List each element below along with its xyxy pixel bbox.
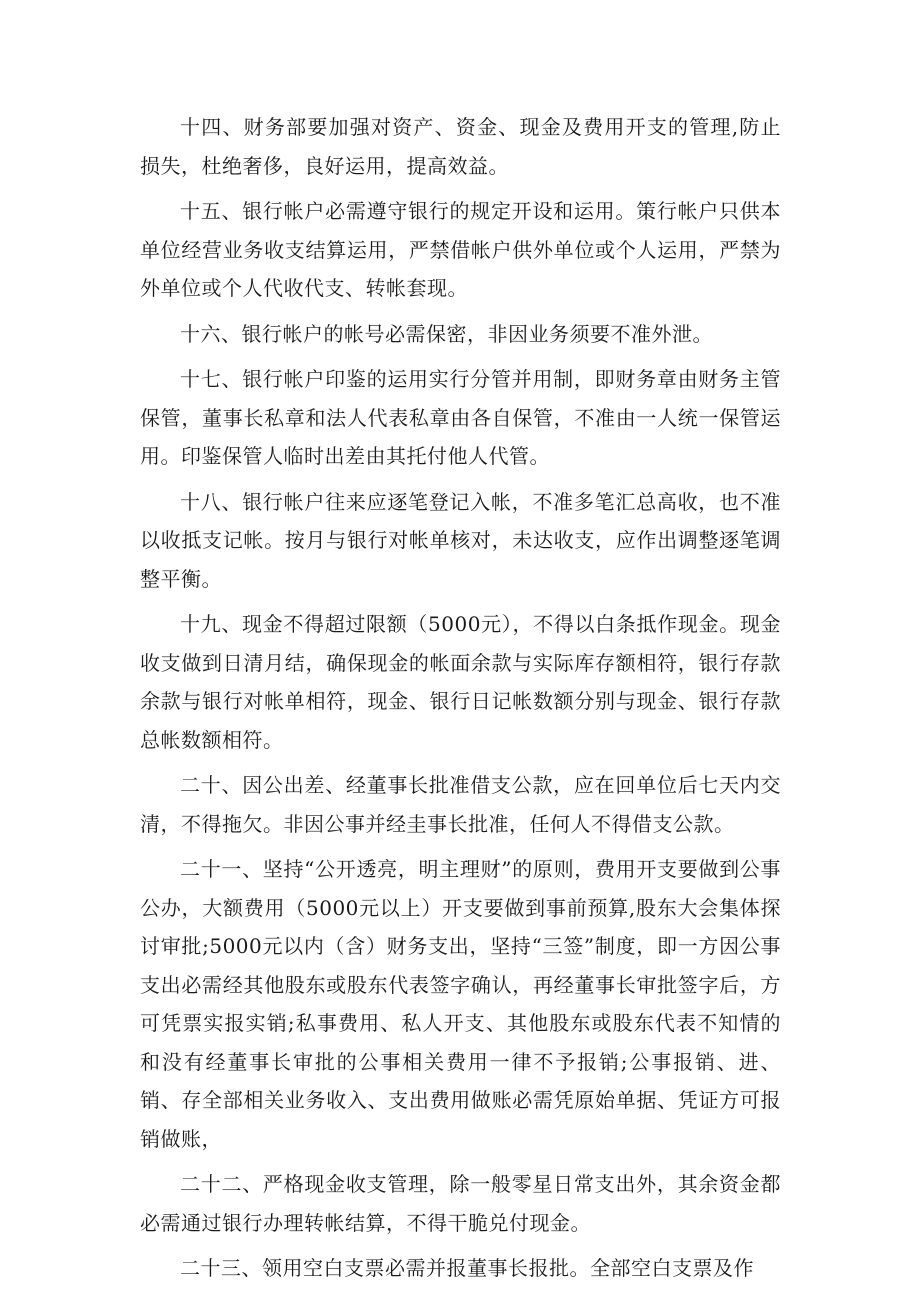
paragraph-20: 二十、因公出差、经董事长批准借支公款，应在回单位后七天内交清，不得拖欠。非因公事并经圭事长批准，任何人不得借支公款。 [140, 773, 781, 836]
paragraph-15: 十五、银行帐户必需遵守银行的规定开设和运用。策行帐户只供本单位经营业务收支结算运用，严禁借帐户供外单位或个人运用，严禁为外单位或个人代收代支、转帐套现。 [140, 199, 781, 300]
paragraph-18: 十八、银行帐户往来应逐笔登记入帐，不准多笔汇总高收，也不准以收抵支记帐。按月与银行对帐单核对，未达收支，应作出调整逐笔调整平衡。 [140, 489, 781, 591]
paragraph-17: 十七、银行帐户印鉴的运用实行分管并用制，即财务章由财务主管保管，董事长私章和法人代表私章由各自保管，不准由一人统一保管运用。印鉴保管人临时出差由其托付他人代管。 [140, 367, 781, 468]
paragraph-21: 二十一、坚持“公开透亮，明主理财”的原则，费用开支要做到公事公办，大额费用（5000元以上）开支要做到事前预算,股东大会集体探讨审批;5000元以内（含）财务支出，坚持“三签”制度，即一方因公事支出必需经其他股东或股东代表签字确认，再经董事长审批签字后，方可凭票实报实销;私事费用、私人开支、其他股东或股东代表不知情的和没有经董事长审批的公事相关费用一律不予报销;公事报销、进、销、存全部相关业务收入、支出费用做账必需凭原始单据、凭证方可报销做账， [140, 857, 781, 1151]
paragraph-16: 十六、银行帐户的帐号必需保密，非因业务须要不准外泄。 [180, 321, 713, 346]
paragraph-19: 十九、现金不得超过限额（5000元），不得以白条抵作现金。现金收支做到日清月结，确保现金的帐面余款与实际库存额相符，银行存款余款与银行对帐单相符，现金、银行日记帐数额分别与现金、银行存款总帐数额相符。 [140, 612, 781, 752]
paragraph-22: 二十二、严格现金收支管理，除一般零星日常支出外，其余资金都必需通过银行办理转帐结算，不得干脆兑付现金。 [140, 1172, 781, 1235]
paragraph-23: 二十三、领用空白支票必需并报董事长报批。全部空白支票及作 [180, 1256, 754, 1280]
paragraph-14: 十四、财务部要加强对资产、资金、现金及费用开支的管理,防止损失，杜绝奢侈，良好运用，提高效益。 [140, 115, 781, 178]
document-page [140, 108, 781, 1295]
